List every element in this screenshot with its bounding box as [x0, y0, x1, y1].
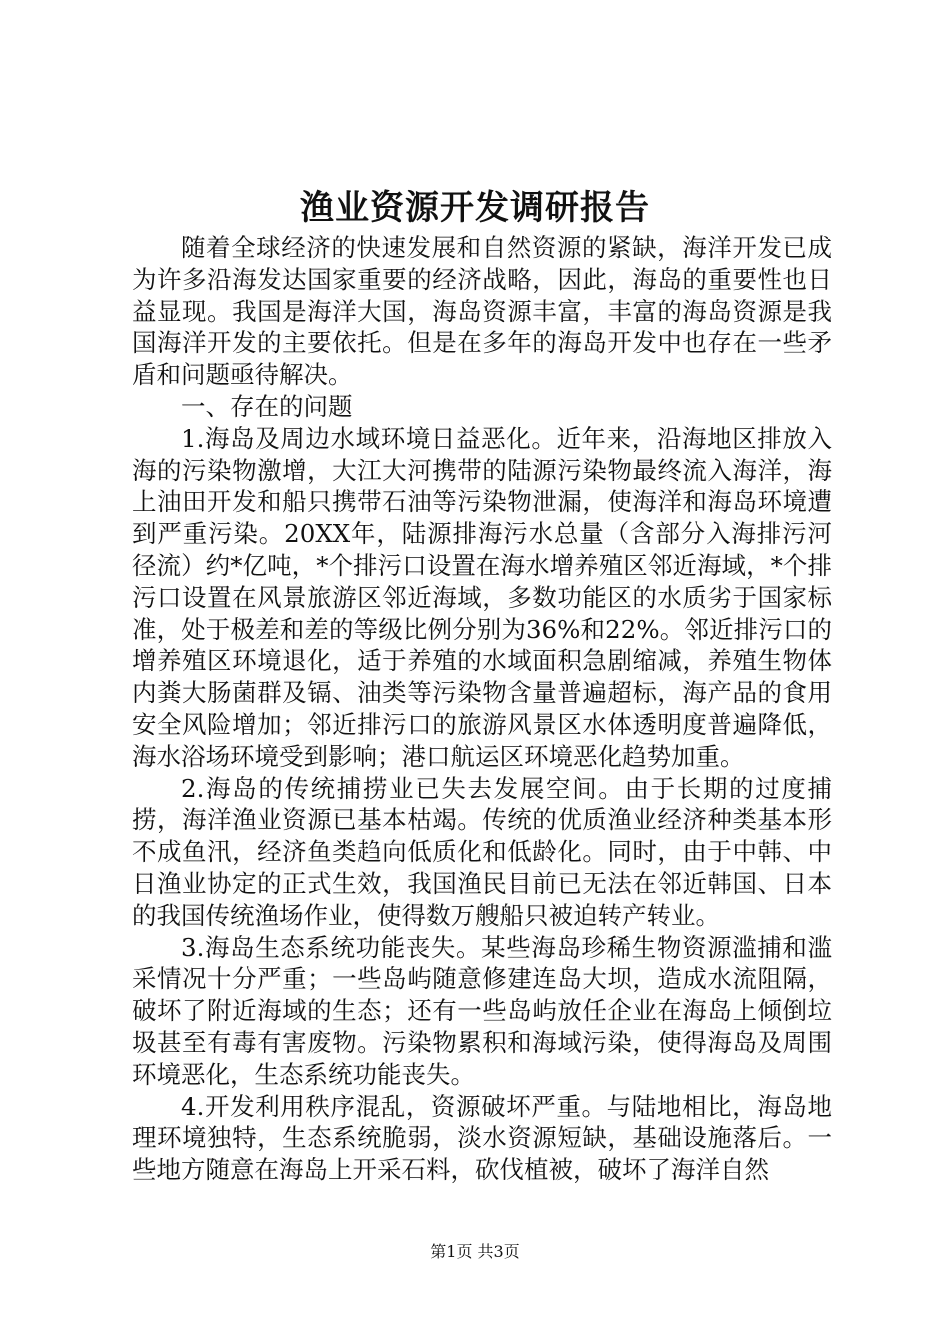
paragraph-item-2: 2.海岛的传统捕捞业已失去发展空间。由于长期的过度捕捞，海洋渔业资源已基本枯竭。传统的优质渔业经济种类基本形不成鱼汛，经济鱼类趋向低质化和低龄化。同时，由于中韩、中日渔业协定的正式生效，我国渔民目前已无法在邻近韩国、日本的我国传统渔场作业，使得数万艘船只被迫转产转业。: [132, 773, 832, 930]
paragraph-item-1: 1.海岛及周边水域环境日益恶化。近年来，沿海地区排放入海的污染物激增，大江大河携带的陆源污染物最终流入海洋，海上油田开发和船只携带石油等污染物泄漏，使海洋和海岛环境遭到严重污染。20XX年，陆源排海污水总量（含部分入海排污河径流）约*亿吨，*个排污口设置在海水增养殖区邻近海域，*个排污口设置在风景旅游区邻近海域，多数功能区的水质劣于国家标准，处于极差和差的等级比例分别为36%和22%。邻近排污口的增养殖区环境退化，适于养殖的水域面积急剧缩减，养殖生物体内粪大肠菌群及镉、油类等污染物含量普遍超标，海产品的食用安全风险增加；邻近排污口的旅游风景区水体透明度普遍降低，海水浴场环境受到影响；港口航运区环境恶化趋势加重。: [132, 423, 832, 771]
paragraph-item-4: 4.开发利用秩序混乱，资源破坏严重。与陆地相比，海岛地理环境独特，生态系统脆弱，淡水资源短缺，基础设施落后。一些地方随意在海岛上开采石料，砍伐植被，破坏了海洋自然: [132, 1091, 832, 1185]
document-body: [132, 232, 832, 1186]
paragraph-item-3: 3.海岛生态系统功能丧失。某些海岛珍稀生物资源滥捕和滥采情况十分严重；一些岛屿随意修建连岛大坝，造成水流阻隔，破坏了附近海域的生态；还有一些岛屿放任企业在海岛上倾倒垃圾甚至有毒有害废物。污染物累积和海域污染，使得海岛及周围环境恶化，生态系统功能丧失。: [132, 932, 832, 1089]
page-number-footer: 第1页 共3页: [430, 1242, 520, 1261]
paragraph-intro: 随着全球经济的快速发展和自然资源的紧缺，海洋开发已成为许多沿海发达国家重要的经济战略，因此，海岛的重要性也日益显现。我国是海洋大国，海岛资源丰富，丰富的海岛资源是我国海洋开发的主要依托。但是在多年的海岛开发中也存在一些矛盾和问题亟待解决。: [132, 233, 832, 390]
document-title: 渔业资源开发调研报告: [300, 188, 650, 228]
section-heading: 一、存在的问题: [181, 391, 353, 421]
